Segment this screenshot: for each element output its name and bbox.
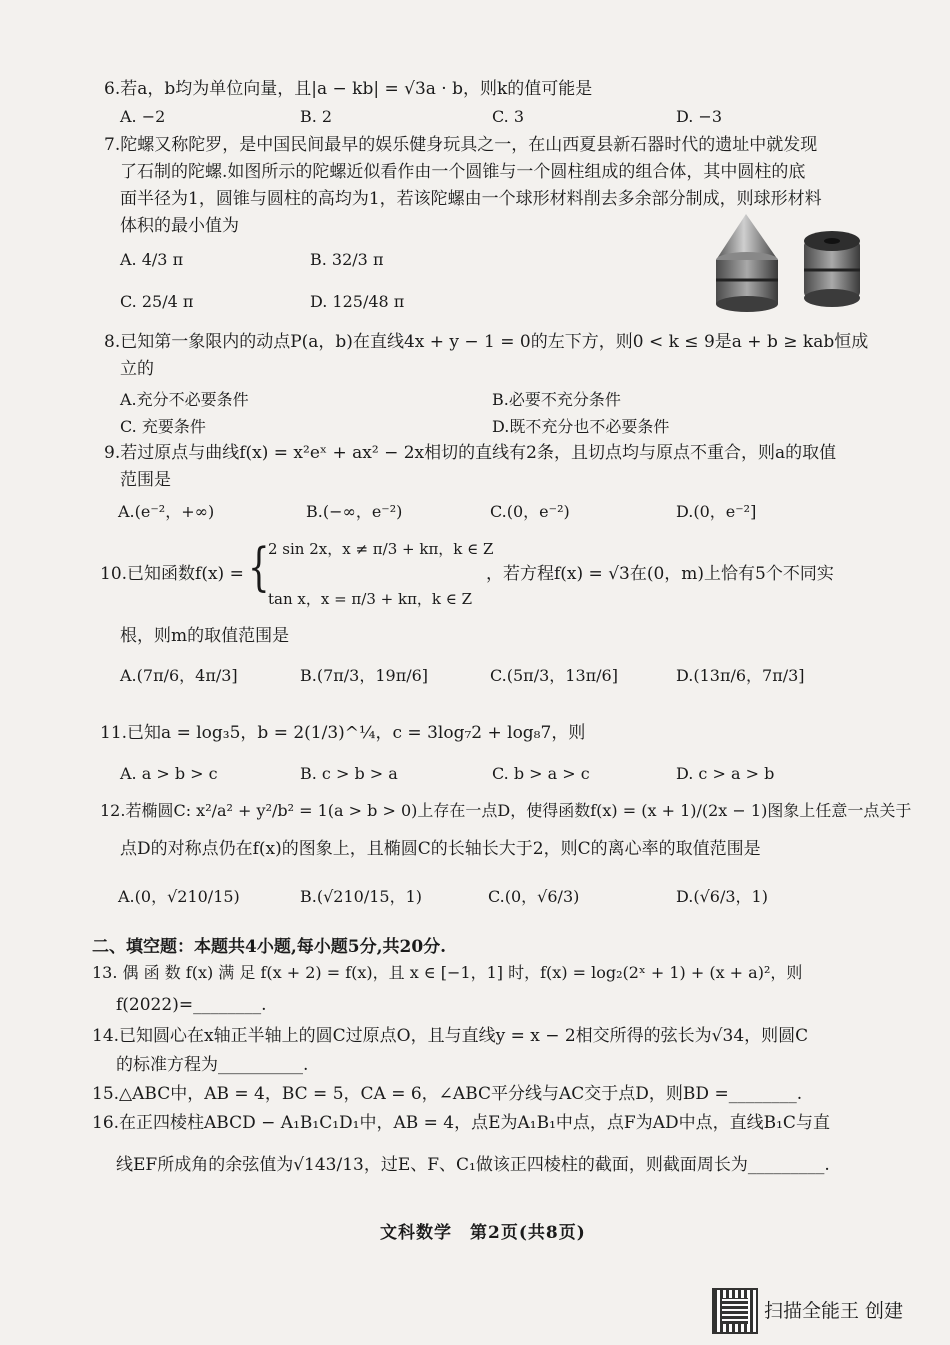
q7-option-c: C. 25/4 π <box>120 292 194 311</box>
q9-option-b: B.(−∞，e⁻²) <box>306 502 403 521</box>
scanner-watermark: 扫描全能王 创建 <box>764 1300 904 1322</box>
q7-option-a: A. 4/3 π <box>120 250 184 269</box>
q10-tail: ，若方程f(x) = √3在(0，m)上恰有5个不同实 <box>486 564 834 584</box>
q8-option-a: A.充分不必要条件 <box>120 390 249 409</box>
q6-stem: 6.若a，b均为单位向量，且|a − kb| = √3a · b，则k的值可能是 <box>104 79 593 99</box>
q7-option-b: B. 32/3 π <box>310 250 384 269</box>
q14-line-2: 的标准方程为__________. <box>116 1055 309 1075</box>
q16-line-1: 16.在正四棱柱ABCD − A₁B₁C₁D₁中，AB = 4，点E为A₁B₁中点，点F为AD中点，直线B₁C与直 <box>92 1113 830 1133</box>
q10-case-1: 2 sin 2x，x ≠ π/3 + kπ，k ∈ Z <box>268 540 494 558</box>
q6-option-b: B. 2 <box>300 107 333 126</box>
q11-option-d: D. c > a > b <box>676 764 775 783</box>
qr-code-icon <box>712 1288 758 1334</box>
q10-case-2: tan x，x = π/3 + kπ，k ∈ Z <box>268 590 473 608</box>
q7-line-4: 体积的最小值为 <box>120 216 239 236</box>
q12-line-1: 12.若椭圆C: x²/a² + y²/b² = 1(a > b > 0)上存在一点D，使得函数f(x) = (x + 1)/(2x − 1)图象上任意一点关于 <box>100 801 912 820</box>
q9-line-1: 9.若过原点与曲线f(x) = x²eˣ + ax² − 2x相切的直线有2条，且切点均与原点不重合，则a的取值 <box>104 443 837 463</box>
q11-option-b: B. c > b > a <box>300 764 398 783</box>
q9-option-d: D.(0，e⁻²] <box>676 502 757 521</box>
section-2-heading: 二、填空题：本题共4小题,每小题5分,共20分. <box>92 937 447 957</box>
q10-lead: 10.已知函数f(x) = <box>100 564 244 584</box>
q8-line-1: 8.已知第一象限内的动点P(a，b)在直线4x + y − 1 = 0的左下方，则0 < k ≤ 9是a + b ≥ kab恒成 <box>104 332 869 352</box>
q12-option-a: A.(0，√210/15) <box>118 887 240 906</box>
q9-line-2: 范围是 <box>120 470 171 490</box>
q16-line-2: 线EF所成角的余弦值为√143/13，过E、F、C₁做该正四棱柱的截面，则截面周长为_________. <box>116 1155 830 1175</box>
spinning-top-illustration <box>708 210 868 322</box>
q15-line: 15.△ABC中，AB = 4，BC = 5，CA = 6，∠ABC平分线与AC交于点D，则BD =________. <box>92 1084 803 1104</box>
q10-option-d: D.(13π/6，7π/3] <box>676 666 805 685</box>
q11-stem: 11.已知a = log₃5，b = 2(1/3)^¼，c = 3log₇2 + log₈7，则 <box>100 723 586 743</box>
q14-line-1: 14.已知圆心在x轴正半轴上的圆C过原点O，且与直线y = x − 2相交所得的弦长为√34，则圆C <box>92 1026 809 1046</box>
q11-option-c: C. b > a > c <box>492 764 590 783</box>
q12-line-2: 点D的对称点仍在f(x)的图象上，且椭圆C的长轴长大于2，则C的离心率的取值范围是 <box>120 839 761 859</box>
q9-option-c: C.(0，e⁻²) <box>490 502 570 521</box>
q6-option-d: D. −3 <box>676 107 723 126</box>
q11-option-a: A. a > b > c <box>120 764 218 783</box>
q8-option-c: C. 充要条件 <box>120 417 206 436</box>
q9-option-a: A.(e⁻²，+∞) <box>118 502 215 521</box>
q10-brace: { <box>248 538 270 598</box>
q7-option-d: D. 125/48 π <box>310 292 405 311</box>
q6-option-a: A. −2 <box>120 107 166 126</box>
q12-option-c: C.(0，√6/3) <box>488 887 580 906</box>
q10-option-b: B.(7π/3，19π/6] <box>300 666 429 685</box>
q6-option-c: C. 3 <box>492 107 525 126</box>
q7-line-2: 了石制的陀螺.如图所示的陀螺近似看作由一个圆锥与一个圆柱组成的组合体，其中圆柱的底 <box>120 162 806 182</box>
q13-line-1: 13. 偶 函 数 f(x) 满 足 f(x + 2) = f(x)，且 x ∈ [−1，1] 时，f(x) = log₂(2ˣ + 1) + (x + a)²，则 <box>92 963 803 982</box>
q8-option-b: B.必要不充分条件 <box>492 390 621 409</box>
q10-line-2: 根，则m的取值范围是 <box>120 626 290 646</box>
q10-option-a: A.(7π/6，4π/3] <box>120 666 238 685</box>
q8-line-2: 立的 <box>120 359 154 379</box>
page-footer: 文科数学 第2页(共8页) <box>380 1223 586 1243</box>
q8-option-d: D.既不充分也不必要条件 <box>492 417 670 436</box>
q7-line-1: 7.陀螺又称陀罗，是中国民间最早的娱乐健身玩具之一，在山西夏县新石器时代的遗址中就发现 <box>104 135 818 155</box>
q12-option-b: B.(√210/15，1) <box>300 887 422 906</box>
q10-option-c: C.(5π/3，13π/6] <box>490 666 618 685</box>
q7-line-3: 面半径为1，圆锥与圆柱的高均为1，若该陀螺由一个球形材料削去多余部分制成，则球形材料 <box>120 189 822 209</box>
q13-line-2: f(2022)=________. <box>116 995 267 1015</box>
q12-option-d: D.(√6/3，1) <box>676 887 768 906</box>
